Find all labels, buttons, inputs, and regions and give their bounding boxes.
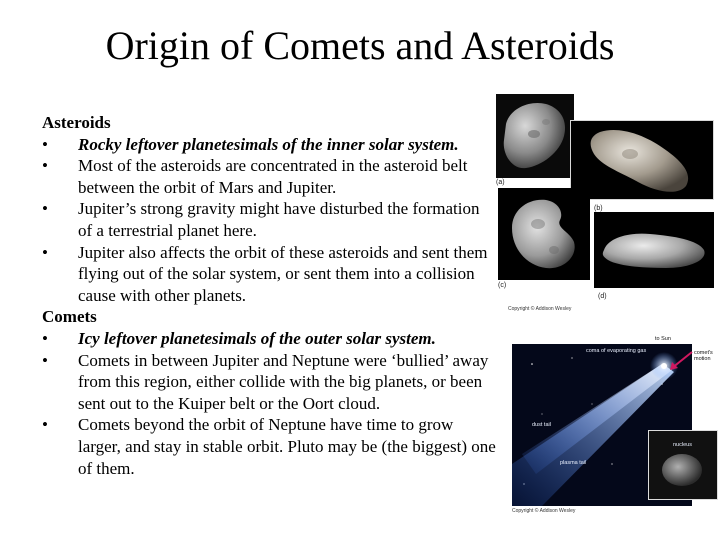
bullet-marker: •	[42, 199, 48, 219]
comet-figure	[508, 334, 718, 514]
bullet-text: Most of the asteroids are concentrated in the asteroid belt between the orbit of Mars and Jupiter.	[78, 156, 468, 197]
figure-caption: (a)	[496, 179, 505, 186]
bullet-item	[42, 134, 497, 156]
figure-caption: (b)	[594, 205, 603, 212]
bullet-marker: •	[42, 415, 48, 435]
figure-copyright: Copyright © Addison Wesley	[512, 508, 576, 514]
slide-title: Origin of Comets and Asteroids	[105, 23, 615, 68]
label-motion: comet's motion	[694, 350, 713, 362]
slide-body	[42, 112, 497, 479]
bullet-marker: •	[42, 156, 48, 176]
figure-copyright: Copyright © Addison Wesley	[508, 306, 572, 312]
asteroid-photo-d	[594, 212, 714, 288]
figure-caption: (d)	[598, 293, 607, 300]
bullet-marker: •	[42, 328, 48, 348]
asteroid-photo-c	[498, 188, 590, 280]
label-plasma-tail: plasma tail	[560, 460, 587, 466]
bullet-marker: •	[42, 242, 48, 262]
asteroid-figure	[494, 92, 718, 316]
bullet-text: Rocky leftover planetesimals of the inner solar system.	[78, 134, 459, 154]
label-dust-tail: dust tail	[532, 422, 551, 428]
bullet-text: Comets beyond the orbit of Neptune have time to grow larger, and stay in stable orbit. Pluto may be (the biggest) one of them.	[78, 415, 496, 478]
motion-arrow-icon	[668, 350, 694, 372]
label-to-sun: to Sun	[655, 336, 671, 342]
asteroid-photo-a	[496, 94, 574, 178]
bullet-item	[42, 414, 497, 479]
bullet-item	[42, 350, 497, 415]
nucleus-inset	[648, 430, 718, 500]
bullet-text: Icy leftover planetesimals of the outer solar system.	[78, 328, 436, 348]
bullet-marker: •	[42, 134, 48, 154]
bullet-marker: •	[42, 350, 48, 370]
bullet-text: Jupiter also affects the orbit of these asteroids and sent them flying out of the solar system, or sent them into a collision cause with other planets.	[78, 242, 488, 305]
asteroid-photo-b	[570, 120, 714, 200]
section-heading-asteroids: Asteroids	[42, 113, 111, 132]
figure-caption: (c)	[498, 282, 507, 289]
bullet-item	[42, 242, 497, 307]
bullet-text: Jupiter’s strong gravity might have disturbed the formation of a terrestrial planet here.	[78, 199, 480, 240]
bullet-text: Comets in between Jupiter and Neptune were ‘bullied’ away from this region, either collide with the big planets, or been sent out to the Kuiper belt or the Oort cloud.	[78, 350, 489, 413]
label-coma: coma of evaporating gas	[586, 348, 647, 354]
section-heading-comets: Comets	[42, 307, 97, 327]
bullet-item	[42, 198, 497, 241]
bullet-item	[42, 155, 497, 198]
bullet-item	[42, 328, 497, 350]
label-nucleus: nucleus	[673, 442, 692, 448]
